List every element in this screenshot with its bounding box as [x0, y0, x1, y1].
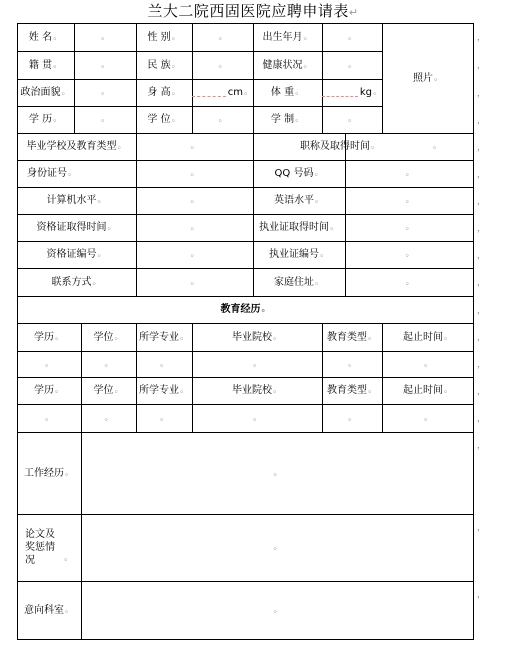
row-end-mark: ， [477, 116, 487, 126]
label-health: 健康状况 。 [262, 59, 313, 71]
field-computer[interactable]: 。 [190, 195, 200, 205]
label-ethnic: 民 族 。 [147, 59, 181, 71]
row-end-mark: ， [477, 251, 487, 261]
field-work[interactable]: 。 [273, 467, 283, 478]
field-contact[interactable]: 。 [190, 276, 200, 287]
edu-header2-type: 教育类型 。 [326, 385, 377, 396]
label-politics: 政治面貌 。 [20, 87, 71, 98]
label-education: 学 历 。 [28, 114, 63, 125]
edu1-type[interactable]: 。 [347, 358, 357, 369]
photo-box[interactable]: 照片 。 [412, 72, 443, 84]
row-end-mark: ， [477, 333, 487, 343]
edu1-school[interactable]: 。 [252, 358, 262, 369]
field-license-time[interactable]: 。 [405, 222, 415, 232]
row-end-mark: ， [477, 143, 487, 153]
edu-header2-major: 所学专业 。 [138, 385, 189, 396]
form-title [0, 1, 506, 23]
weight-unit: kg [359, 87, 372, 98]
field-degree[interactable]: 。 [218, 114, 228, 124]
row-end-mark: ， [477, 414, 487, 424]
edu-header-major: 所学专业 。 [138, 331, 189, 343]
edu-section-title: 教育经历 。 [220, 304, 271, 315]
field-title[interactable]: 。 [432, 141, 442, 151]
field-height[interactable]: cm 。 [192, 79, 253, 106]
field-birth[interactable]: 。 [347, 31, 357, 42]
label-dept: 意向科室 。 [23, 605, 74, 616]
field-schooling[interactable]: 。 [347, 114, 357, 124]
edu-header2-period: 起止时间 。 [402, 385, 453, 396]
field-origin[interactable]: 。 [100, 59, 110, 70]
field-dept[interactable]: 。 [273, 605, 283, 615]
row-end-mark: ， [477, 387, 487, 397]
row-end-mark: ， [477, 33, 487, 43]
edu2-period[interactable]: 。 [423, 412, 433, 423]
edu-header-type: 教育类型 。 [326, 331, 377, 343]
label-contact: 联系方式 。 [51, 276, 102, 288]
label-origin: 籍 贯 。 [28, 59, 63, 71]
field-weight[interactable]: kg 。 [322, 79, 382, 106]
row-end-mark: ， [477, 197, 487, 207]
label-id: 身份证号 。 [26, 168, 77, 179]
label-degree: 学 位 。 [147, 114, 181, 125]
label-qq: QQ 号码 。 [274, 168, 324, 179]
edu-header2-education: 学历 。 [33, 385, 64, 396]
edu2-school[interactable]: 。 [252, 412, 262, 423]
label-address: 家庭住址 。 [273, 276, 324, 288]
edu-header-education: 学历 。 [33, 331, 64, 343]
field-english[interactable]: 。 [405, 195, 415, 205]
label-computer: 计算机水平 。 [46, 195, 107, 206]
label-qual-no: 资格证编号 。 [46, 249, 107, 260]
field-qq[interactable]: 。 [405, 168, 415, 178]
field-qual-time[interactable]: 。 [190, 222, 200, 232]
edu2-education[interactable]: 。 [44, 412, 54, 423]
row-end-mark: ， [477, 523, 487, 533]
field-address[interactable]: 。 [405, 276, 415, 287]
row-end-mark: ， [477, 89, 487, 99]
field-education[interactable]: 。 [100, 114, 110, 124]
row-end-mark: ， [477, 61, 487, 71]
row-end-mark: ， [477, 360, 487, 370]
form-title-text: 兰大二院西固医院应聘申请表 [147, 2, 349, 20]
edu2-major[interactable]: 。 [159, 412, 169, 423]
edu-header2-school: 毕业院校 。 [231, 385, 282, 396]
row-end-mark: ， [477, 441, 487, 451]
edu1-period[interactable]: 。 [423, 358, 433, 369]
label-gender: 性 别 。 [147, 31, 181, 43]
row-end-mark: ， [477, 590, 487, 600]
label-schooling: 学 制 。 [270, 114, 305, 125]
field-school[interactable]: 。 [190, 141, 200, 151]
height-unit: cm [227, 87, 243, 98]
return-mark: ↵ [348, 6, 359, 19]
edu1-major[interactable]: 。 [159, 358, 169, 369]
edu2-degree[interactable]: 。 [104, 412, 114, 423]
row-end-mark: ， [477, 278, 487, 288]
edu-header-period: 起止时间 。 [402, 331, 453, 343]
field-license-no[interactable]: 。 [405, 249, 415, 259]
edu1-education[interactable]: 。 [44, 358, 54, 369]
row-end-mark: ， [477, 224, 487, 234]
label-english: 英语水平 。 [273, 195, 324, 206]
label-school: 毕业学校及教育类型 。 [26, 141, 127, 152]
label-title-text: 职称及取得时间 。 [299, 141, 380, 152]
field-name[interactable]: 。 [100, 31, 110, 42]
label-qual-time: 资格证取得时间 。 [36, 222, 117, 233]
edu1-degree[interactable]: 。 [104, 358, 114, 369]
label-weight: 体 重 。 [270, 87, 305, 98]
edu-header-degree: 学位 。 [93, 331, 124, 343]
label-license-no: 执业证编号 。 [268, 249, 329, 260]
label-papers: 论文及奖惩情况 。 [25, 529, 73, 566]
edu-header2-degree: 学位 。 [93, 385, 124, 396]
row-end-mark: ， [477, 170, 487, 180]
field-politics[interactable]: 。 [100, 87, 110, 97]
field-qual-no[interactable]: 。 [190, 249, 200, 259]
label-name: 姓 名 。 [28, 31, 63, 43]
label-height: 身 高 。 [147, 87, 181, 98]
edu-header-school: 毕业院校 。 [231, 331, 282, 343]
label-license-time: 执业证取得时间 。 [258, 222, 339, 233]
field-papers[interactable]: 。 [273, 542, 283, 552]
label-work: 工作经历 。 [23, 467, 74, 479]
field-ethnic[interactable]: 。 [218, 59, 228, 70]
edu2-type[interactable]: 。 [347, 412, 357, 423]
row-end-mark: ， [477, 306, 487, 316]
field-health[interactable]: 。 [347, 59, 357, 70]
field-gender[interactable]: 。 [218, 31, 228, 42]
label-birth: 出生年月 。 [262, 31, 313, 43]
field-id[interactable]: 。 [190, 168, 200, 178]
